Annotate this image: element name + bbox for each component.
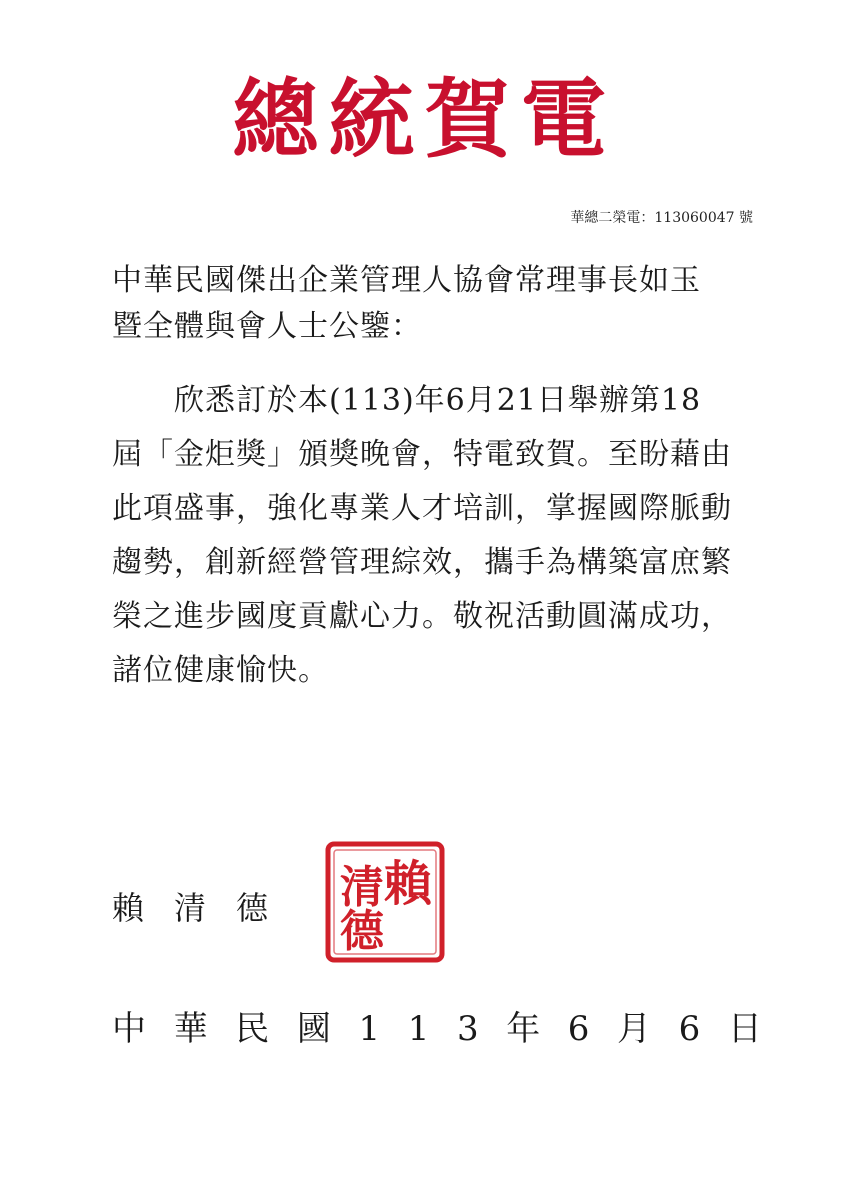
body-line-5: 榮之進步國度貢獻心力。敬祝活動圓滿成功， [112,599,732,634]
addressee-line-2: 暨全體與會人士公鑒： [112,309,422,344]
svg-text:賴: 賴 [383,856,433,912]
date-char: 日 [727,1009,762,1049]
svg-text:清: 清 [340,862,384,913]
signer-name: 賴清德 [112,889,299,927]
date-char: 1 [358,1009,381,1049]
date-char: 年 [506,1009,541,1049]
date-char: 3 [456,1009,479,1049]
date-char: 國 [296,1009,331,1049]
date-char: 6 [678,1009,701,1049]
date-char: 6 [567,1009,590,1049]
body-line-1: 欣悉訂於本(113)年6月21日舉辦第18 [174,383,702,418]
body-line-4: 趨勢，創新經營管理綜效，攜手為構築富庶繁 [112,545,732,580]
document-title: 總統賀電 [232,69,617,170]
message-body [112,374,762,698]
date-char: 民 [235,1009,270,1049]
addressee-line-1: 中華民國傑出企業管理人協會常理事長如玉 [112,263,701,298]
body-line-6: 諸位健康愉快。 [112,653,329,688]
date-char: 月 [617,1009,652,1049]
addressee [112,258,762,350]
issue-date [112,1006,762,1052]
date-char: 華 [173,1009,208,1049]
date-char: 1 [407,1009,430,1049]
body-line-2: 屆「金炬獎」頒獎晚會，特電致賀。至盼藉由 [112,437,732,472]
seal-stamp-icon [324,840,446,964]
date-char: 中 [112,1009,146,1049]
body-line-3: 此項盛事，強化專業人才培訓，掌握國際脈動 [112,491,732,526]
document-number: 華總二榮電：113060047 號 [570,210,753,226]
svg-text:德: 德 [340,906,384,957]
